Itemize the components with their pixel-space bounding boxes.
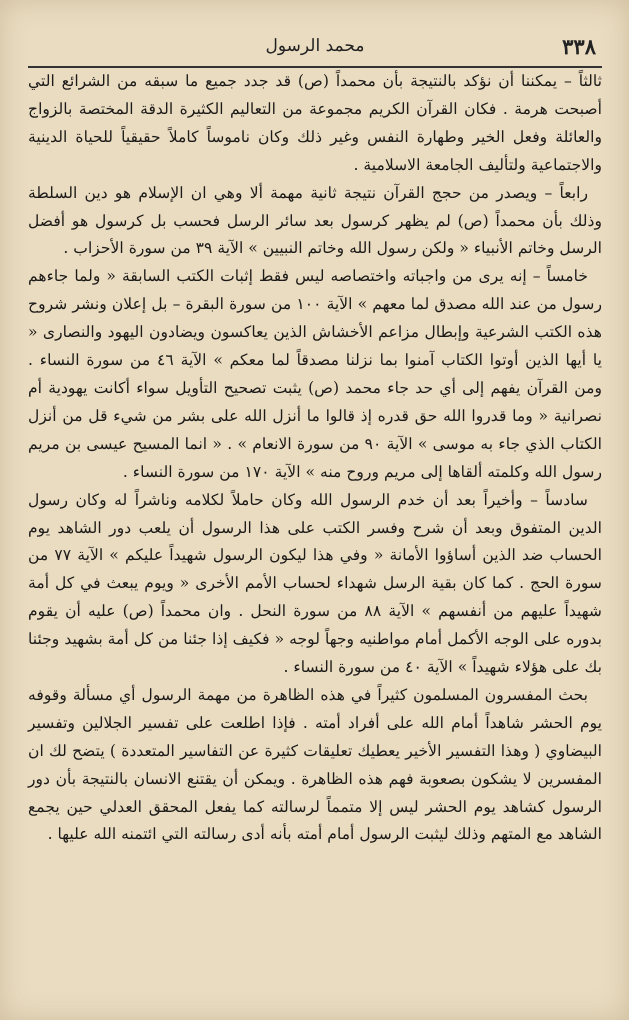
page-body	[28, 68, 602, 968]
paragraph-fourth: رابعاً – ويصدر من حجج القرآن نتيجة ثانية مهمة ألا وهي ان الإسلام هو دين السلطة وذلك بأن محمداً (ص) لم يظهر كرسول بعد سائر الرسل فحسب بل كرسول هو أفضل الرسل وخاتم الأنبياء « ولكن رسول الله وخاتم النبيين » الآية ٣٩ من سورة الأحزاب .	[28, 183, 602, 258]
paragraph-commentators: بحث المفسرون المسلمون كثيراً في هذه الظاهرة من مهمة الرسول أي مسألة وقوفه يوم الحشر شاهداً أمام الله على أفراد أمته . فإذا اطلعت على تفسير الجلالين وتفسير البيضاوي ( وهذا التفسير الأخير يعطيك تعليقات كثيرة عن التفاسير المتعددة ) يتضح لك ان المفسرين لا يشكون بصعوبة فهم هذه الظاهرة . ويمكن أن يقتنع الانسان بالنتيجة بأن دور الرسول كشاهد يوم الحشر ليس إلا متمماً لرسالته كما يفعل المحقق العدلي حين يجمع الشاهد مع المتهم وذلك ليثبت الرسول أمام أمته بأنه أدى رسالته التي ائتمنه الله عليها .	[28, 685, 602, 844]
paragraph-third: ثالثاً – يمكننا أن نؤكد بالنتيجة بأن محمداً (ص) قد جدد جميع ما سبقه من الشرائع التي أصبحت هرمة . فكان القرآن الكريم مجموعة من التعاليم الكثيرة الدقة المختصة بالزواج والعائلة وفعل الخير وطهارة النفس وغير ذلك وكان ناموساً كاملاً حقيقياً للحياة الدينية والاجتماعية ولتأليف الجامعة الاسلامية .	[28, 72, 602, 174]
page-header	[30, 34, 600, 64]
running-title: محمد الرسول	[265, 36, 365, 56]
paragraph-fifth: خامساً – إنه يرى من واجباته واختصاصه ليس فقط إثبات الكتب السابقة « ولما جاءهم رسول من عند الله مصدق لما معهم » الآية ١٠٠ من سورة البقرة – بل إعلان ونشر شروح هذه الكتب الشرعية وإبطال مزاعم الأخشاش الذين يعاكسون ويضادون اليهود والنصارى « يا أيها الذين أوتوا الكتاب آمنوا بما نزلنا مصدقاً لما معكم » الآية ٤٦ من سورة النساء . ومن القرآن يفهم إلى أي حد جاء محمد (ص) يثبت تصحيح التأويل سواء أكانت يهودية أم نصرانية « وما قدروا الله حق قدره إذ قالوا ما أنزل الله على بشر من شيء قل من أنزل الكتاب الذي جاء به موسى » الآية ٩٠ من سورة الانعام » . « انما المسيح عيسى بن مريم رسول الله وكلمته ألقاها إلى مريم وروح منه » الآية ١٧٠ من سورة النساء .	[28, 267, 602, 481]
paragraph-sixth: سادساً – وأخيراً بعد أن خدم الرسول الله وكان حاملاً لكلامه وناشراً له وكان رسول الدين المتفوق وبعد أن شرح وفسر الكتب على هذا الرسول أن يلعب دور الشاهد يوم الحساب ضد الذين أساؤوا الأمانة « وفي هذا ليكون الرسول شهيداً عليكم » الآية ٧٧ من سورة الحج . كما كان بقية الرسل شهداء لحساب الأمم الأخرى « ويوم يبعث في كل أمة شهيداً عليهم من أنفسهم » الآية ٨٨ من سورة النحل . وان محمداً (ص) عليه أن يقوم بدوره على الوجه الأكمل أمام مواطنيه وجهاً لوجه « فكيف إذا جئنا من كل أمة بشهيد وجئنا بك على هؤلاء شهيداً » الآية ٤٠ من سورة النساء .	[28, 490, 603, 677]
page-number: ٣٣٨	[562, 34, 596, 59]
